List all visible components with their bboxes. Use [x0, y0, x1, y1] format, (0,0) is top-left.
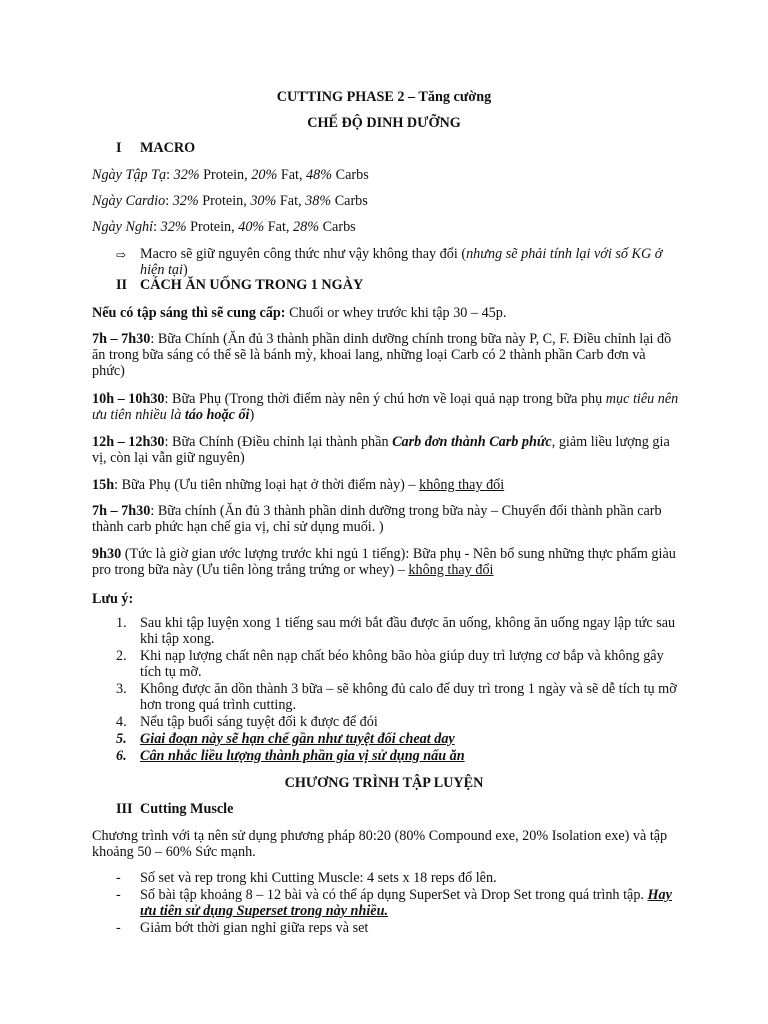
- meal-time: 15h: [92, 477, 115, 493]
- program-heading: CHƯƠNG TRÌNH TẬP LUYỆN: [284, 775, 484, 791]
- section-number: I: [116, 140, 122, 156]
- morning-text: Chuối or whey trước khi tập 30 – 45p.: [285, 305, 507, 321]
- meal-time: 7h – 7h30: [92, 503, 151, 519]
- macro-day: Ngày Tập Tạ: [92, 167, 167, 183]
- meal-emphasis: táo hoặc ổi: [184, 407, 250, 423]
- meal-text: : Bữa Chính (Ăn đủ 3 thành phần dinh dưỡng chính trong bữa này P, C, F. Điều chỉnh lại đồ ăn trong bữa sáng có thể sẽ là bánh mỳ, khoai lang, những loại Carb có 2 thành phần Carb đơn và phức): [92, 331, 672, 379]
- protein-pct: 32%: [160, 219, 187, 235]
- meal-time: 7h – 7h30: [92, 331, 151, 347]
- protein-label: Protein,: [198, 193, 251, 209]
- meal-rest: , giảm liều lượng gia vị, còn lại vẫn giữ nguyên): [92, 434, 670, 466]
- meal-end: ): [249, 407, 255, 423]
- nutrition-heading: CHẾ ĐỘ DINH DƯỠNG: [307, 115, 461, 131]
- dash-bullet: -: [116, 887, 121, 903]
- meal-paragraph: [92, 477, 680, 493]
- list-item: [116, 648, 680, 680]
- list-text: [140, 887, 680, 919]
- macro-sep: :: [165, 193, 173, 209]
- protein-label: Protein,: [199, 167, 252, 183]
- section-cutting-heading: [116, 801, 233, 817]
- section-number: III: [116, 801, 133, 817]
- section-meals-heading: [116, 277, 363, 293]
- bullet-emphasis: Hay ưu tiên sử dụng Superset trong này nhiều.: [140, 887, 672, 919]
- list-item: [116, 920, 680, 936]
- macro-note-end: ): [182, 262, 188, 278]
- section-title: Cutting Muscle: [140, 801, 234, 817]
- meal-paragraph: [92, 331, 680, 379]
- meal-underline: không thay đổi: [408, 562, 494, 578]
- macro-sep: :: [166, 167, 174, 183]
- fat-label: Fat,: [277, 167, 307, 183]
- bullet-text: Số bài tập khoảng 8 – 12 bài và có thể áp dụng SuperSet và Drop Set trong quá trình tập.: [140, 887, 648, 903]
- section-number: II: [116, 277, 128, 293]
- carb-label: Carbs: [331, 193, 368, 209]
- list-number: 2.: [116, 648, 127, 664]
- list-number: 6.: [116, 748, 127, 764]
- carb-pct: 28%: [293, 219, 320, 235]
- meal-paragraph: [92, 546, 680, 578]
- section-title: MACRO: [140, 140, 196, 156]
- meal-text: : Bữa Phụ (Trong thời điểm này nên ý chú hơn về loại quả nạp trong bữa phụ: [164, 391, 606, 407]
- protein-pct: 32%: [172, 193, 199, 209]
- list-item: [116, 731, 680, 747]
- macro-day: Ngày Cardio: [92, 193, 166, 209]
- meal-text: : Bữa Phụ (Ưu tiên những loại hạt ở thời điểm này) –: [114, 477, 420, 493]
- meal-paragraph: [92, 434, 680, 466]
- list-text: Số set và rep trong khi Cutting Muscle: 4 sets x 18 reps đổ lên.: [140, 870, 497, 886]
- notes-heading: Lưu ý:: [92, 591, 134, 607]
- dash-bullet: -: [116, 920, 121, 936]
- meal-underline: không thay đổi: [419, 477, 505, 493]
- meal-time: 9h30: [92, 546, 122, 562]
- macro-line-rest: [92, 219, 680, 235]
- macro-day: Ngày Nghỉ: [92, 219, 154, 235]
- carb-pct: 38%: [305, 193, 332, 209]
- list-text: Sau khi tập luyện xong 1 tiếng sau mới bắt đầu được ăn uống, không ăn uống ngay lập tức sau khi tập xong.: [140, 615, 676, 647]
- fat-label: Fat,: [276, 193, 306, 209]
- list-text: Giai đoạn này sẽ hạn chế gần như tuyệt đối cheat day: [140, 731, 455, 747]
- list-item: [116, 615, 680, 647]
- meal-italic: mục tiêu nên ưu tiên nhiều là: [92, 391, 679, 423]
- macro-sep: :: [153, 219, 161, 235]
- meal-text: (Tức là giờ gian ước lượng trước khi ngủ 1 tiếng): Bữa phụ - Nên bổ sung những thực phẩm giàu pro trong bữa này (Ưu tiên lòng trắng trứng or whey) –: [92, 546, 676, 578]
- protein-pct: 32%: [173, 167, 200, 183]
- list-item: [116, 681, 680, 713]
- list-number: 1.: [116, 615, 127, 631]
- list-number: 5.: [116, 731, 127, 747]
- meal-time: 10h – 10h30: [92, 391, 165, 407]
- carb-label: Carbs: [332, 167, 369, 183]
- list-item: [116, 870, 680, 886]
- carb-pct: 48%: [306, 167, 333, 183]
- fat-label: Fat,: [264, 219, 294, 235]
- arrow-icon: ⇨: [116, 248, 127, 262]
- macro-note-text: Macro sẽ giữ nguyên công thức như vậy không thay đổi (: [140, 246, 467, 262]
- meal-paragraph: [92, 503, 680, 535]
- macro-note-italic: nhưng sẽ phải tính lại với số KG ở hiện tại: [140, 246, 663, 278]
- list-text: Khi nạp lượng chất nên nạp chất béo không bão hòa giúp duy trì lượng cơ bắp và không gây tích tụ mỡ.: [140, 648, 664, 680]
- fat-pct: 20%: [251, 167, 278, 183]
- meal-text: : Bữa Chính (Điều chỉnh lại thành phần: [164, 434, 393, 450]
- section-macro-heading: [116, 140, 195, 156]
- macro-line-cardio: [92, 193, 680, 209]
- list-number: 4.: [116, 714, 127, 730]
- meal-paragraph: [92, 391, 680, 423]
- meal-time: 12h – 12h30: [92, 434, 165, 450]
- list-number: 3.: [116, 681, 127, 697]
- section-title: CÁCH ĂN UỐNG TRONG 1 NGÀY: [140, 277, 364, 293]
- morning-label: Nếu có tập sáng thì sẽ cung cấp:: [92, 305, 286, 321]
- meal-emphasis: Carb đơn thành Carb phức: [392, 434, 552, 450]
- macro-note: [140, 246, 680, 278]
- fat-pct: 40%: [238, 219, 265, 235]
- list-text: Giảm bớt thời gian nghỉ giữa reps và set: [140, 920, 369, 936]
- program-intro: Chương trình với tạ nên sử dụng phương pháp 80:20 (80% Compound exe, 20% Isolation exe) và tập khoảng 50 – 60% Sức mạnh.: [92, 828, 668, 860]
- fat-pct: 30%: [250, 193, 277, 209]
- macro-line-training: [92, 167, 680, 183]
- list-item: [116, 714, 680, 730]
- dash-bullet: -: [116, 870, 121, 886]
- document-title: CUTTING PHASE 2 – Tăng cường: [276, 89, 492, 105]
- morning-training-line: [92, 305, 680, 321]
- list-text: Không được ăn dồn thành 3 bữa – sẽ không đủ calo để duy trì trong 1 ngày và sẽ dễ tích tụ mỡ hơn trong quá trình cutting.: [140, 681, 677, 713]
- meal-text: : Bữa chính (Ăn đủ 3 thành phần dinh dưỡng trong bữa này – Chuyển đổi thành phần carb thành carb phức hạn chế gia vị, chỉ sử dụng muối. ): [92, 503, 662, 535]
- carb-label: Carbs: [319, 219, 356, 235]
- protein-label: Protein,: [186, 219, 239, 235]
- list-text: Cân nhắc liều lượng thành phần gia vị sử dụng nấu ăn: [140, 748, 465, 764]
- list-item: [116, 887, 680, 919]
- list-text: Nếu tập buổi sáng tuyệt đối k được để đói: [140, 714, 378, 730]
- list-item: [116, 748, 680, 764]
